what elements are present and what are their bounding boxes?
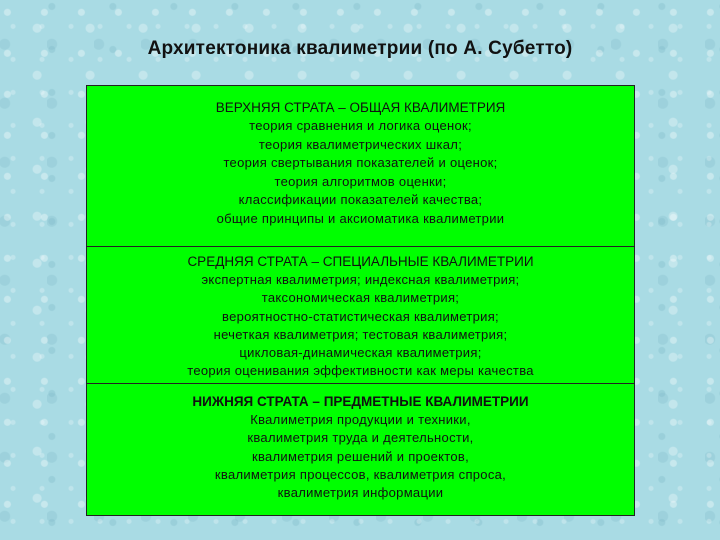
stratum-item: Квалиметрия продукции и техники, bbox=[250, 412, 471, 427]
strata-table bbox=[86, 85, 635, 516]
stratum-item: квалиметрия информации bbox=[277, 485, 444, 501]
stratum-item: таксономическая квалиметрия; bbox=[261, 290, 460, 306]
stratum-heading: НИЖНЯЯ СТРАТА – ПРЕДМЕТНЫЕ КВАЛИМЕТРИИ bbox=[192, 394, 529, 409]
stratum-middle bbox=[87, 246, 634, 383]
stratum-upper bbox=[87, 86, 634, 246]
stratum-heading: СРЕДНЯЯ СТРАТА – СПЕЦИАЛЬНЫЕ КВАЛИМЕТРИИ bbox=[187, 254, 534, 269]
stratum-item: классификации показателей качества; bbox=[238, 192, 483, 208]
slide-title: Архитектоника квалиметрии (по А. Субетто) bbox=[147, 38, 573, 59]
stratum-item: теория оценивания эффективности как меры качества bbox=[187, 363, 534, 379]
stratum-heading: ВЕРХНЯЯ СТРАТА – ОБЩАЯ КВАЛИМЕТРИЯ bbox=[215, 100, 506, 115]
stratum-item: экспертная квалиметрия; индексная квалиметрия; bbox=[201, 272, 520, 287]
stratum-item: общие принципы и аксиоматика квалиметрии bbox=[216, 210, 505, 226]
stratum-item: теория сравнения и логика оценок; bbox=[249, 118, 472, 133]
stratum-item: теория свертывания показателей и оценок; bbox=[223, 155, 498, 171]
stratum-item: квалиметрия решений и проектов, bbox=[251, 448, 470, 464]
stratum-item: теория алгоритмов оценки; bbox=[274, 173, 447, 189]
stratum-item: вероятностно-статистическая квалиметрия; bbox=[222, 308, 499, 324]
stratum-item: теория квалиметрических шкал; bbox=[258, 136, 463, 152]
stratum-item: цикловая-динамическая квалиметрия; bbox=[239, 345, 482, 361]
stratum-item: квалиметрия процессов, квалиметрия спроса, bbox=[214, 466, 507, 482]
stratum-item: квалиметрия труда и деятельности, bbox=[247, 430, 474, 446]
stratum-lower bbox=[87, 383, 634, 515]
stratum-item: нечеткая квалиметрия; тестовая квалиметрия; bbox=[213, 326, 508, 342]
